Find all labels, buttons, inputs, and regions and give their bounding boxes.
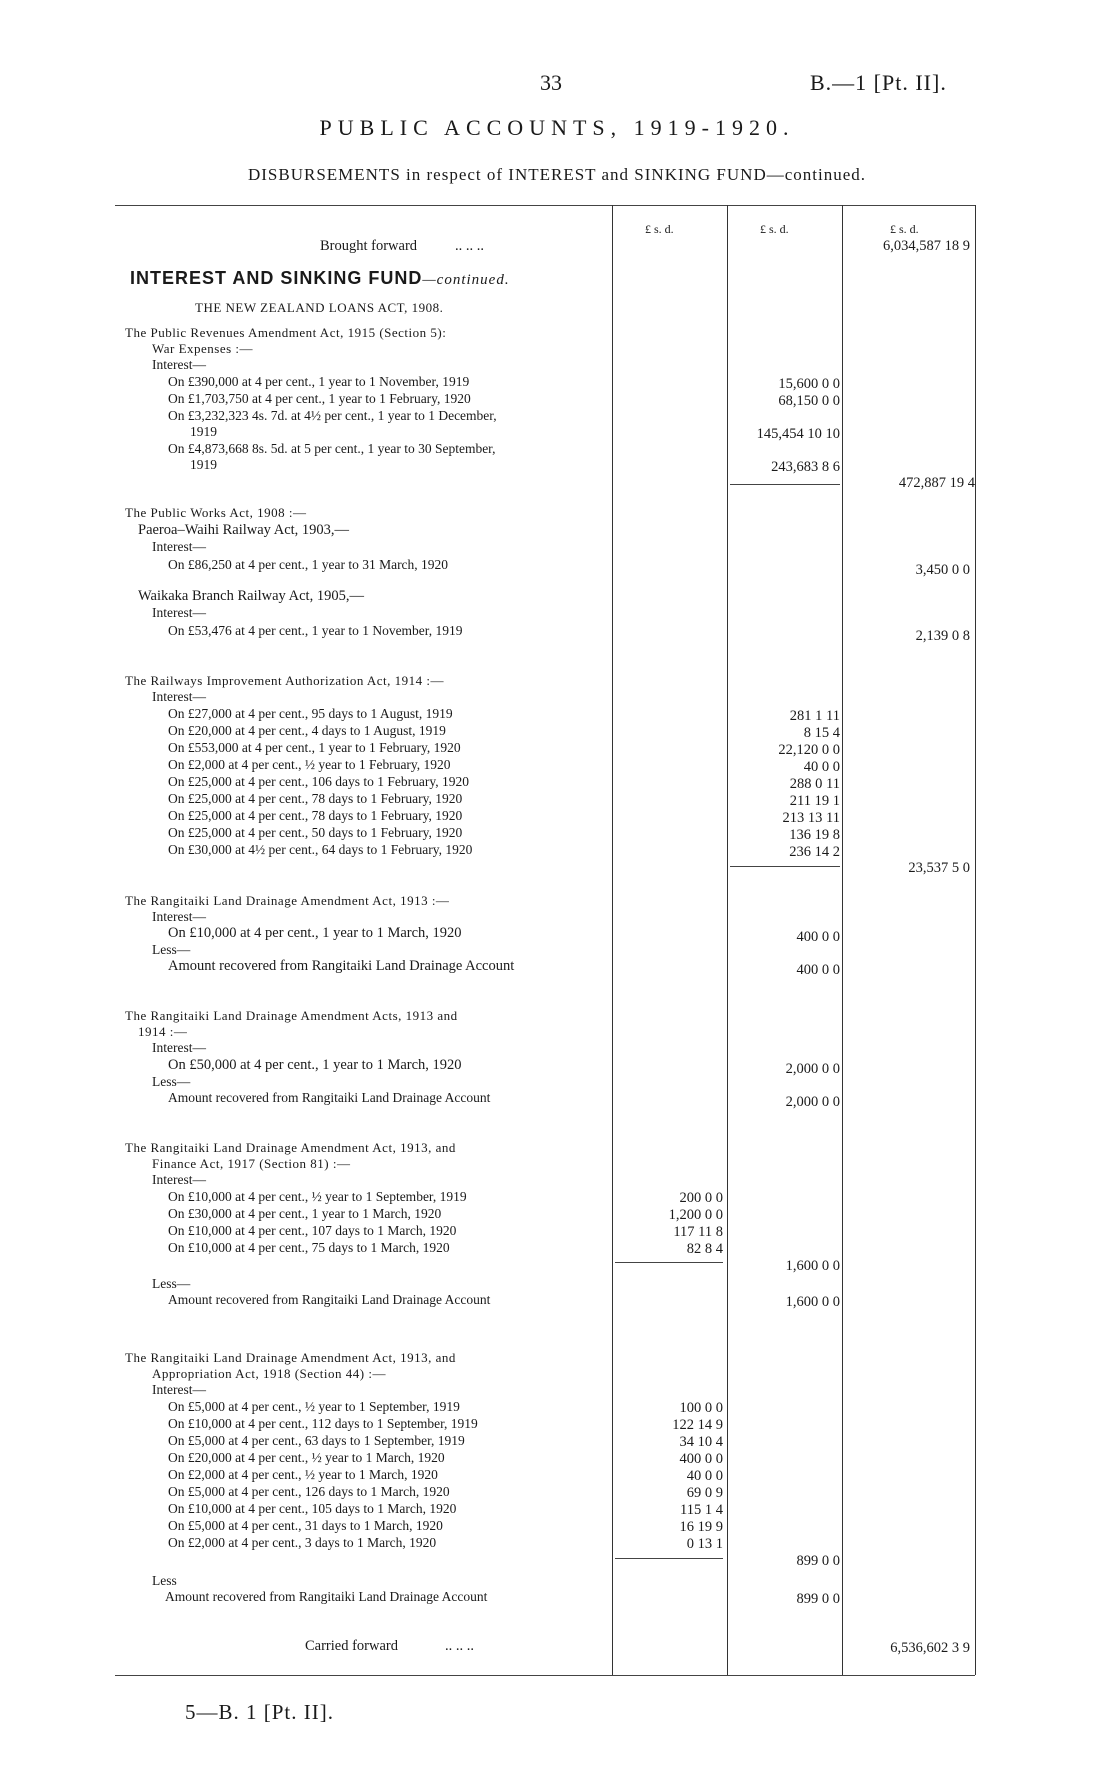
rang4-recovered: Amount recovered from Rangitaiki Land Drainage Account bbox=[165, 1589, 488, 1604]
rang4-interest: Interest— bbox=[152, 1382, 206, 1397]
amount: 68,150 0 0 bbox=[778, 393, 840, 409]
prra-title: The Public Revenues Amendment Act, 1915 (Section 5): bbox=[125, 325, 447, 340]
column-rule-4 bbox=[975, 205, 976, 1675]
amount: 69 0 9 bbox=[686, 1485, 723, 1501]
amount: 400 0 0 bbox=[796, 929, 840, 945]
amount: 213 13 11 bbox=[782, 810, 840, 826]
section-total: 2,139 0 8 bbox=[915, 628, 970, 644]
amount: 0 13 1 bbox=[686, 1536, 723, 1552]
amount: 1,600 0 0 bbox=[785, 1258, 840, 1274]
list-item: On £2,000 at 4 per cent., ½ year to 1 February, 1920 bbox=[168, 757, 451, 772]
list-item: 1919 bbox=[190, 457, 217, 472]
leader-dots: .. .. .. bbox=[445, 1638, 474, 1654]
amount: 145,454 10 10 bbox=[756, 426, 840, 442]
list-item: On £10,000 at 4 per cent., 112 days to 1 September, 1919 bbox=[168, 1416, 478, 1431]
rang1-recovered: Amount recovered from Rangitaiki Land Drainage Account bbox=[168, 958, 515, 974]
amount: 100 0 0 bbox=[679, 1400, 723, 1416]
pwa-title: The Public Works Act, 1908 :— bbox=[125, 505, 307, 520]
pwa-waikaka: Waikaka Branch Railway Act, 1905,— bbox=[138, 588, 364, 604]
amount: 211 19 1 bbox=[789, 793, 840, 809]
list-item: On £10,000 at 4 per cent., ½ year to 1 September, 1919 bbox=[168, 1189, 467, 1204]
table-top-rule bbox=[115, 205, 975, 206]
list-item: On £2,000 at 4 per cent., ½ year to 1 March, 1920 bbox=[168, 1467, 438, 1482]
page-subtitle: DISBURSEMENTS in respect of INTEREST and SINKING FUND—continued. bbox=[247, 165, 867, 184]
column-rule-3 bbox=[842, 205, 843, 1675]
amount: 2,000 0 0 bbox=[785, 1094, 840, 1110]
list-item: On £20,000 at 4 per cent., 4 days to 1 August, 1919 bbox=[168, 723, 446, 738]
list-item: On £5,000 at 4 per cent., 31 days to 1 March, 1920 bbox=[168, 1518, 443, 1533]
list-item: On £27,000 at 4 per cent., 95 days to 1 August, 1919 bbox=[168, 706, 453, 721]
list-item: On £25,000 at 4 per cent., 78 days to 1 February, 1920 bbox=[168, 791, 463, 806]
column-head-2: £ s. d. bbox=[760, 222, 789, 236]
list-item: On £30,000 at 4½ per cent., 64 days to 1 February, 1920 bbox=[168, 842, 473, 857]
list-item: On £10,000 at 4 per cent., 105 days to 1 March, 1920 bbox=[168, 1501, 457, 1516]
rang2-less: Less— bbox=[152, 1074, 191, 1089]
rang4-less: Less bbox=[152, 1573, 177, 1588]
rang2-title: The Rangitaiki Land Drainage Amendment Acts, 1913 and bbox=[125, 1008, 458, 1023]
brought-forward-total: 6,034,587 18 9 bbox=[883, 238, 970, 254]
list-item: On £50,000 at 4 per cent., 1 year to 1 March, 1920 bbox=[168, 1057, 462, 1073]
amount: 40 0 0 bbox=[803, 759, 840, 775]
list-item: On £25,000 at 4 per cent., 50 days to 1 February, 1920 bbox=[168, 825, 463, 840]
list-item: On £553,000 at 4 per cent., 1 year to 1 February, 1920 bbox=[168, 740, 461, 755]
list-item: On £5,000 at 4 per cent., 126 days to 1 March, 1920 bbox=[168, 1484, 450, 1499]
rang4-title-2: Appropriation Act, 1918 (Section 44) :— bbox=[152, 1366, 386, 1381]
section-total: 3,450 0 0 bbox=[915, 562, 970, 578]
amount: 16 19 9 bbox=[679, 1519, 723, 1535]
list-item: On £4,873,668 8s. 5d. at 5 per cent., 1 year to 30 September, bbox=[168, 441, 496, 456]
leader-dots: .. .. .. bbox=[455, 238, 484, 254]
table-bottom-rule bbox=[115, 1675, 975, 1676]
prra-interest: Interest— bbox=[152, 357, 206, 372]
footer-reference: 5—B. 1 [Pt. II]. bbox=[185, 1700, 334, 1724]
subtotal-rule bbox=[730, 866, 840, 867]
list-item: On £25,000 at 4 per cent., 78 days to 1 February, 1920 bbox=[168, 808, 463, 823]
railways-interest: Interest— bbox=[152, 689, 206, 704]
amount: 281 1 11 bbox=[789, 708, 840, 724]
column-rule-2 bbox=[727, 205, 728, 1675]
column-rule-1 bbox=[612, 205, 613, 1675]
amount: 82 8 4 bbox=[686, 1241, 723, 1257]
list-item: On £390,000 at 4 per cent., 1 year to 1 November, 1919 bbox=[168, 374, 470, 389]
column-head-3: £ s. d. bbox=[890, 222, 919, 236]
section-total: 23,537 5 0 bbox=[908, 860, 970, 876]
brought-forward-label: Brought forward bbox=[320, 238, 418, 254]
amount: 2,000 0 0 bbox=[785, 1061, 840, 1077]
amount: 400 0 0 bbox=[796, 962, 840, 978]
carried-forward-total: 6,536,602 3 9 bbox=[890, 1640, 970, 1656]
amount: 115 1 4 bbox=[680, 1502, 723, 1518]
rang3-recovered: Amount recovered from Rangitaiki Land Drainage Account bbox=[168, 1292, 491, 1307]
list-item: On £1,703,750 at 4 per cent., 1 year to 1 February, 1920 bbox=[168, 391, 471, 406]
rang1-title: The Rangitaiki Land Drainage Amendment Act, 1913 :— bbox=[125, 893, 450, 908]
list-item: On £10,000 at 4 per cent., 1 year to 1 March, 1920 bbox=[168, 925, 462, 941]
amount: 400 0 0 bbox=[679, 1451, 723, 1467]
list-item: On £10,000 at 4 per cent., 107 days to 1 March, 1920 bbox=[168, 1223, 457, 1238]
pwa-interest-1: Interest— bbox=[152, 539, 206, 554]
rang2-title-2: 1914 :— bbox=[138, 1024, 188, 1039]
subtotal-rule bbox=[730, 484, 840, 485]
list-item: On £2,000 at 4 per cent., 3 days to 1 March, 1920 bbox=[168, 1535, 437, 1550]
loans-act-heading: THE NEW ZEALAND LOANS ACT, 1908. bbox=[195, 300, 444, 315]
list-item: On £10,000 at 4 per cent., 75 days to 1 March, 1920 bbox=[168, 1240, 450, 1255]
rang2-recovered: Amount recovered from Rangitaiki Land Drainage Account bbox=[168, 1090, 491, 1105]
amount: 288 0 11 bbox=[789, 776, 840, 792]
amount: 40 0 0 bbox=[686, 1468, 723, 1484]
amount: 236 14 2 bbox=[789, 844, 840, 860]
list-item: On £53,476 at 4 per cent., 1 year to 1 November, 1919 bbox=[168, 623, 463, 638]
list-item: On £5,000 at 4 per cent., ½ year to 1 September, 1919 bbox=[168, 1399, 460, 1414]
rang3-title-2: Finance Act, 1917 (Section 81) :— bbox=[152, 1156, 351, 1171]
pwa-paeroa: Paeroa–Waihi Railway Act, 1903,— bbox=[138, 522, 350, 538]
rang3-interest: Interest— bbox=[152, 1172, 206, 1187]
railways-title: The Railways Improvement Authorization Act, 1914 :— bbox=[125, 673, 445, 688]
amount: 8 15 4 bbox=[803, 725, 840, 741]
amount: 34 10 4 bbox=[679, 1434, 723, 1450]
list-item: 1919 bbox=[190, 424, 217, 439]
list-item: On £25,000 at 4 per cent., 106 days to 1 February, 1920 bbox=[168, 774, 469, 789]
amount: 22,120 0 0 bbox=[778, 742, 840, 758]
rang1-less: Less— bbox=[152, 942, 191, 957]
subtotal-rule bbox=[615, 1262, 723, 1263]
list-item: On £86,250 at 4 per cent., 1 year to 31 March, 1920 bbox=[168, 557, 449, 572]
amount: 243,683 8 6 bbox=[771, 459, 840, 475]
amount: 200 0 0 bbox=[679, 1190, 723, 1206]
section-total: 472,887 19 4 bbox=[898, 475, 975, 491]
column-head-1: £ s. d. bbox=[645, 222, 674, 236]
list-item: On £5,000 at 4 per cent., 63 days to 1 September, 1919 bbox=[168, 1433, 465, 1448]
pwa-interest-2: Interest— bbox=[152, 605, 206, 620]
page-title: PUBLIC ACCOUNTS, 1919-1920. bbox=[319, 115, 795, 140]
amount: 117 11 8 bbox=[673, 1224, 723, 1240]
page-number: 33 bbox=[540, 70, 562, 95]
prra-subtitle: War Expenses :— bbox=[152, 341, 254, 356]
list-item: On £30,000 at 4 per cent., 1 year to 1 March, 1920 bbox=[168, 1206, 442, 1221]
rang2-interest: Interest— bbox=[152, 1040, 206, 1055]
subtotal-rule bbox=[615, 1558, 723, 1559]
rang3-title: The Rangitaiki Land Drainage Amendment Act, 1913, and bbox=[125, 1140, 456, 1155]
carried-forward-label: Carried forward bbox=[305, 1638, 398, 1654]
section-heading: INTEREST AND SINKING FUND—continued. bbox=[130, 268, 510, 288]
rang4-title: The Rangitaiki Land Drainage Amendment Act, 1913, and bbox=[125, 1350, 456, 1365]
document-reference: B.—1 [Pt. II]. bbox=[810, 70, 947, 95]
amount: 1,600 0 0 bbox=[785, 1294, 840, 1310]
amount: 15,600 0 0 bbox=[778, 376, 840, 392]
list-item: On £3,232,323 4s. 7d. at 4½ per cent., 1 year to 1 December, bbox=[168, 408, 497, 423]
list-item: On £20,000 at 4 per cent., ½ year to 1 March, 1920 bbox=[168, 1450, 445, 1465]
rang3-less: Less— bbox=[152, 1276, 191, 1291]
rang1-interest: Interest— bbox=[152, 909, 206, 924]
amount: 899 0 0 bbox=[796, 1591, 840, 1607]
amount: 136 19 8 bbox=[789, 827, 840, 843]
amount: 899 0 0 bbox=[796, 1553, 840, 1569]
amount: 122 14 9 bbox=[672, 1417, 723, 1433]
amount: 1,200 0 0 bbox=[668, 1207, 723, 1223]
